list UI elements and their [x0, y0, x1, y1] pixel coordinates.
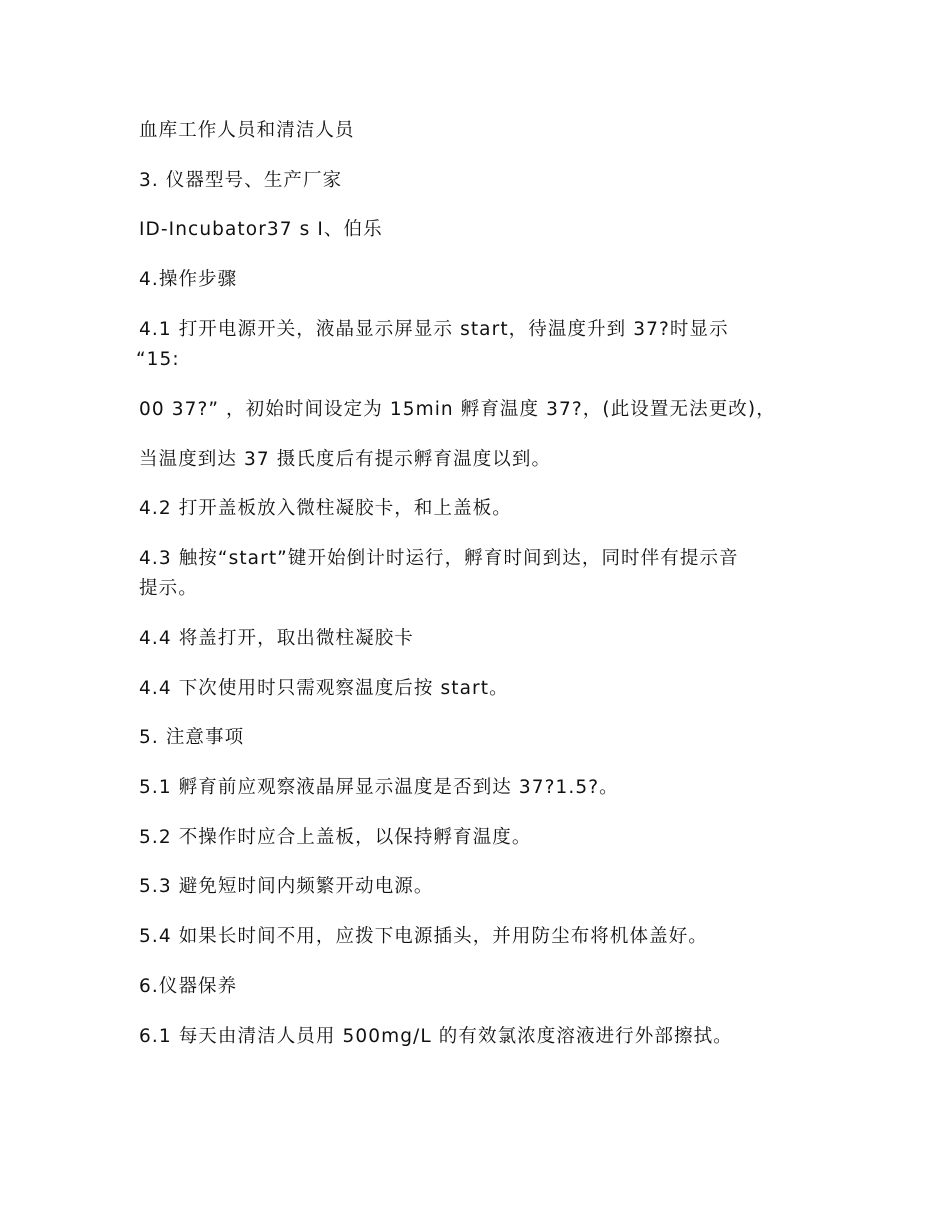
text-line-step-4-1-part1: 4.1 打开电源开关，液晶显示屏显示 start，待温度升到 37?时显示: [139, 319, 729, 340]
text-line-note-5-1: 5.1 孵育前应观察液晶屏显示温度是否到达 37?1.5?。: [139, 777, 619, 798]
text-line-model-manufacturer: ID-Incubator37 s I、伯乐: [139, 219, 383, 240]
text-line-step-4-3-part1: 4.3 触按“start”键开始倒计时运行，孵育时间到达，同时伴有提示音: [139, 548, 739, 569]
text-line-step-4-1-part4: 当温度到达 37 摄氏度后有提示孵育温度以到。: [139, 449, 552, 470]
text-line-step-4-3-part2: 提示。: [139, 578, 198, 599]
text-line-note-5-2: 5.2 不操作时应合上盖板，以保持孵育温度。: [139, 827, 532, 848]
text-line-personnel: 血库工作人员和清洁人员: [139, 120, 355, 141]
text-line-note-5-3: 5.3 避免短时间内频繁开动电源。: [139, 876, 434, 897]
text-line-step-4-2: 4.2 打开盖板放入微柱凝胶卡，和上盖板。: [139, 498, 512, 519]
text-line-step-4-4b: 4.4 下次使用时只需观察温度后按 start。: [139, 678, 509, 699]
text-line-step-4-4a: 4.4 将盖打开，取出微柱凝胶卡: [139, 628, 414, 649]
text-line-step-4-1-part2: “15:: [136, 349, 180, 370]
text-line-maintenance-6-1: 6.1 每天由清洁人员用 500mg/L 的有效氯浓度溶液进行外部擦拭。: [139, 1026, 733, 1047]
text-line-note-5-4: 5.4 如果长时间不用，应拨下电源插头，并用防尘布将机体盖好。: [139, 926, 708, 947]
heading-operation-steps: 4.操作步骤: [139, 269, 238, 290]
heading-precautions: 5. 注意事项: [139, 727, 245, 748]
text-line-step-4-1-part3: 00 37?” ，初始时间设定为 15min 孵育温度 37?，(此设置无法更改)，: [139, 399, 776, 420]
heading-instrument-model: 3. 仪器型号、生产厂家: [139, 170, 343, 191]
heading-maintenance: 6.仪器保养: [139, 976, 238, 997]
